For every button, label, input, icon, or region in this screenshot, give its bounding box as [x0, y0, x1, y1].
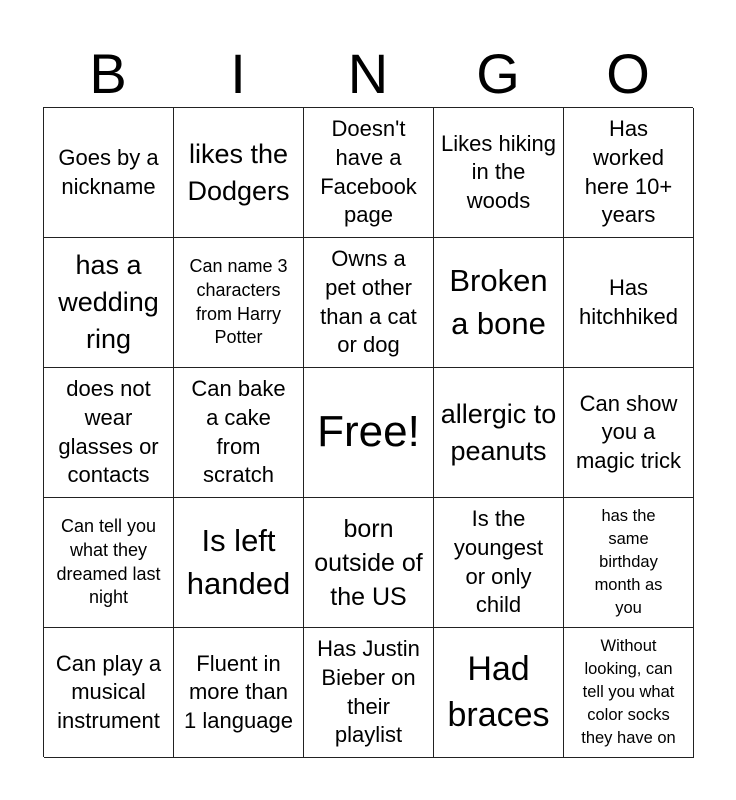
- header-letter-b: B: [89, 42, 127, 105]
- cell-text: Can tell you what they dreamed last night: [56, 515, 161, 608]
- cell-text: Has hitchhiked: [578, 274, 679, 329]
- cell-text: Is left handed: [186, 523, 291, 601]
- header-letter-g: G: [476, 42, 520, 105]
- bingo-cell[interactable]: [174, 238, 304, 368]
- bingo-cell[interactable]: [304, 108, 434, 238]
- bingo-board: [43, 107, 693, 757]
- cell-text: born outside of the US: [314, 514, 423, 611]
- bingo-cell[interactable]: [44, 498, 174, 628]
- bingo-cell[interactable]: [434, 498, 564, 628]
- cell-text: likes the Dodgers: [187, 138, 290, 206]
- cell-text: Broken a bone: [449, 263, 548, 341]
- bingo-cell[interactable]: [174, 108, 304, 238]
- cell-text: Likes hiking in the woods: [441, 130, 556, 213]
- cell-text: Has Justin Bieber on their playlist: [317, 636, 420, 748]
- bingo-cell[interactable]: [44, 108, 174, 238]
- cell-text: Fluent in more than 1 language: [184, 650, 293, 733]
- bingo-cell[interactable]: [174, 628, 304, 758]
- header-letter-o: O: [606, 42, 650, 105]
- cell-text: Can play a musical instrument: [55, 650, 162, 733]
- cell-text: Can bake a cake from scratch: [191, 376, 286, 488]
- header-letter-i: I: [230, 42, 246, 105]
- bingo-cell[interactable]: [434, 238, 564, 368]
- cell-text: Is the youngest or only child: [453, 506, 544, 618]
- bingo-cell[interactable]: [564, 238, 694, 368]
- cell-text: does not wear glasses or contacts: [58, 376, 159, 488]
- bingo-cell[interactable]: [304, 498, 434, 628]
- bingo-cell[interactable]: [44, 368, 174, 498]
- cell-text: Can name 3 characters from Harry Potter: [189, 255, 288, 348]
- bingo-cell[interactable]: [44, 628, 174, 758]
- cell-text: Without looking, can tell you what color socks they have on: [581, 636, 676, 748]
- bingo-cell[interactable]: [174, 498, 304, 628]
- cell-text: has a wedding ring: [58, 250, 159, 354]
- bingo-cell[interactable]: [434, 368, 564, 498]
- cell-text: Has worked here 10+ years: [584, 116, 673, 228]
- bingo-cell[interactable]: [44, 238, 174, 368]
- bingo-cell[interactable]: [564, 498, 694, 628]
- bingo-cell[interactable]: [434, 628, 564, 758]
- cell-text: Owns a pet other than a cat or dog: [320, 246, 417, 358]
- bingo-cell[interactable]: [564, 628, 694, 758]
- cell-text: Had braces: [447, 649, 550, 734]
- cell-text: Goes by a nickname: [58, 144, 159, 199]
- cell-text: Can show you a magic trick: [575, 390, 682, 473]
- bingo-header: [43, 40, 693, 108]
- cell-text: Free!: [317, 407, 420, 457]
- bingo-cell[interactable]: [304, 238, 434, 368]
- cell-text: has the same birthday month as you: [594, 506, 663, 618]
- free-space[interactable]: [304, 368, 434, 498]
- cell-text: Doesn't have a Facebook page: [320, 116, 417, 228]
- bingo-cell[interactable]: [304, 628, 434, 758]
- header-letter-n: N: [347, 42, 389, 105]
- bingo-cell[interactable]: [564, 108, 694, 238]
- bingo-cell[interactable]: [564, 368, 694, 498]
- bingo-cell[interactable]: [434, 108, 564, 238]
- cell-text: allergic to peanuts: [440, 398, 557, 466]
- bingo-cell[interactable]: [174, 368, 304, 498]
